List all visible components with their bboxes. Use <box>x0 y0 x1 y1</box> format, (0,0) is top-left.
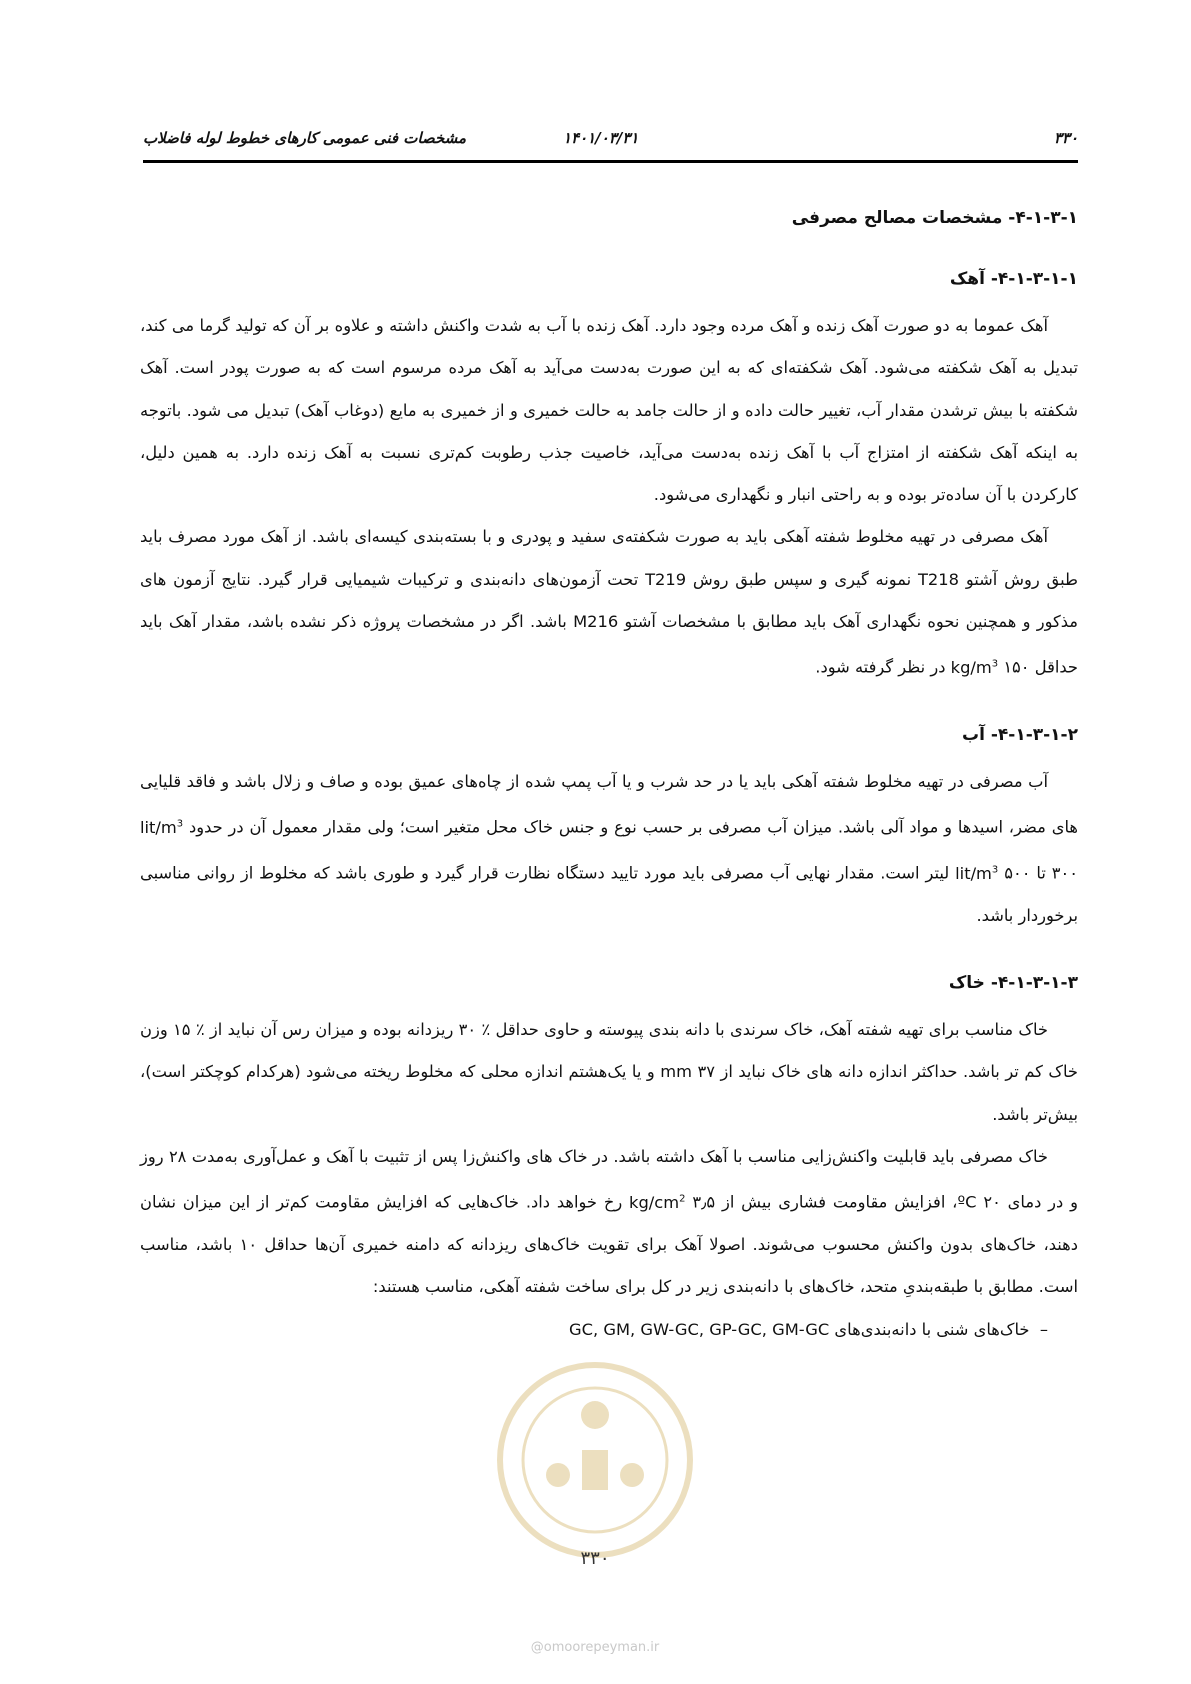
seal-watermark-icon <box>470 1355 720 1565</box>
bullet-soil-codes: GC, GM, GW-GC, GP-GC, GM-GC <box>569 1319 830 1339</box>
header-date: ۱۴۰۱/۰۳/۳۱ <box>563 129 639 147</box>
lime-p2-text-c: در نظر گرفته شود. <box>815 657 946 677</box>
lime-p2-value: ۱۵۰ <box>1003 657 1030 677</box>
unit-text: lit/m <box>140 817 177 837</box>
water-unit-1 <box>140 818 183 837</box>
section-heading-materials: ۴-۱-۳-۱- مشخصات مصالح مصرفی <box>791 208 1078 228</box>
lime-paragraph-2 <box>140 516 1078 689</box>
page-header <box>143 125 1078 161</box>
lime-p2-text-a: آهک مصرفی در تهیه مخلوط شفته آهکی باید به صورت شکفته‌ی سفید و پودری و با بسته‌بندی کیسه‌ای باشد. از آهک مورد مصرف باید طبق روش آشتو T218 نمونه گیری و سپس طبق روش T219 تحت آزمون‌های دانه‌بندی و ترکیبات شیمیایی قرار گیرد. نتایج آزمون های مذکور و همچنین نحوه نگهداری آهک باید مطابق با مشخصات آشتو M216 باشد. اگر در مشخصات پروژه ذکر نشده باشد، مقدار آهک باید حداقل <box>140 527 1078 677</box>
header-title: مشخصات فنی عمومی کارهای خطوط لوله فاضلاب <box>143 129 467 147</box>
water-text-a: آب مصرفی در تهیه مخلوط شفته آهکی باید یا در حد شرب و یا آب پمپ شده از چاه‌های عمیق بوده و صاف و زلال باشد و فاقد قلیایی های مضر، اسیدها و مواد آلی باشد. میزان آب مصرفی بر حسب نوع و جنس خاک محل متغیر است؛ ولی مقدار معمول آن در حدود <box>140 772 1078 837</box>
unit-text: kg/cm <box>629 1192 680 1212</box>
soil-p2-text-a: خاک مصرفی باید قابلیت واکنش‌زایی مناسب با آهک داشته باشد. در خاک های واکنش‌زا پس از تثبیت با آهک و عمل‌آوری به‌مدت ۲۸ روز و در دمای ۲۰ ºC، افزایش مقاومت فشاری بیش از <box>140 1147 1078 1212</box>
document-body <box>140 200 1078 1351</box>
unit-exponent: 2 <box>679 1193 686 1205</box>
soil-paragraph-2 <box>140 1136 1078 1309</box>
unit-text: lit/m <box>955 863 992 883</box>
header-page-number: ۳۳۰ <box>1053 129 1078 147</box>
section-heading-lime: ۴-۱-۳-۱-۱- آهک <box>949 269 1078 289</box>
water-paragraph <box>140 761 1078 937</box>
unit-exponent: 3 <box>991 658 999 670</box>
soil-bullet-item <box>140 1309 1078 1351</box>
soil-paragraph-1: خاک مناسب برای تهیه شفته آهک، خاک سرندی با دانه بندی پیوسته و حاوی حداقل ٪ ۳۰ ریزدانه بوده و میزان رس آن نباید از ٪ ۱۵ وزن خاک کم تر باشد. حداکثر اندازه دانه های خاک نباید از ۳۷ mm و یا یک‌هشتم اندازه محلی که مخلوط ریخته می‌شود (هرکدام کوچکتر است)، بیش‌تر باشد. <box>140 1020 1078 1124</box>
water-text-c: ۵۰۰ لیتر است. مقدار نهایی آب مصرفی باید مورد تایید دستگاه نظارت قرار گیرد و طوری باشد که مخلوط از روانی مناسبی برخوردار باشد. <box>140 863 1078 925</box>
lime-paragraph-1: آهک عموما به دو صورت آهک زنده و آهک مرده وجود دارد. آهک زنده با آب به شدت واکنش داشته و علاوه بر آن که تولید گرما می کند، تبدیل به آهک شکفته می‌شود. آهک شکفته‌ای که به این صورت به‌دست می‌آید به آهک مرده مرسوم است که به صورت پودر است. آهک شکفته با بیش ترشدن مقدار آب، تغییر حالت داده و از حالت جامد به حالت خمیری و از خمیری به مایع (دوغاب آهک) تبدیل می شود. باتوجه به اینکه آهک شکفته از امتزاج آب با آهک زنده به‌دست می‌آید، خاصیت جذب رطوبت کم‌تری نسبت به آهک زنده دارد. به همین دلیل، کارکردن با آن ساده‌تر بوده و به راحتی انبار و نگهداری می‌شود. <box>140 316 1078 505</box>
unit-text: kg/m <box>950 657 992 677</box>
soil-p2-value: ۳٫۵ <box>692 1192 716 1212</box>
section-heading-soil: ۴-۱-۳-۱-۳- خاک <box>948 973 1078 994</box>
bullet-dash: – <box>1039 1319 1048 1339</box>
water-value: ۳۰۰ تا <box>1036 863 1078 883</box>
section-heading-water: ۴-۱-۳-۱-۲- آب <box>962 725 1078 746</box>
footer-page-number: ۳۳۰ <box>580 1548 610 1569</box>
site-watermark: @omoorepeyman.ir <box>530 1640 660 1655</box>
bullet-text: خاک‌های شنی با دانه‌بندی‌های <box>834 1319 1030 1339</box>
unit-exponent: 3 <box>176 818 184 830</box>
lime-p2-unit <box>951 658 998 677</box>
soil-p2-text-c: رخ خواهد داد. خاک‌هایی که افزایش مقاومت کم‌تر از این میزان نشان دهند، خاک‌های بدون واکنش محسوب می‌شوند. اصولا آهک برای تقویت خاک‌های ریزدانه که دامنه خمیری آن‌ها حداقل ۱۰ باشد، مناسب است. مطابق با طبقه‌بندیِ متحد، خاک‌های با دانه‌بندی زیر در کل برای ساخت شفته آهکی، مناسب هستند: <box>140 1192 1078 1297</box>
water-unit-2 <box>955 864 998 883</box>
header-rule <box>143 160 1078 163</box>
soil-p2-unit <box>629 1193 685 1212</box>
unit-exponent: 3 <box>991 864 999 876</box>
